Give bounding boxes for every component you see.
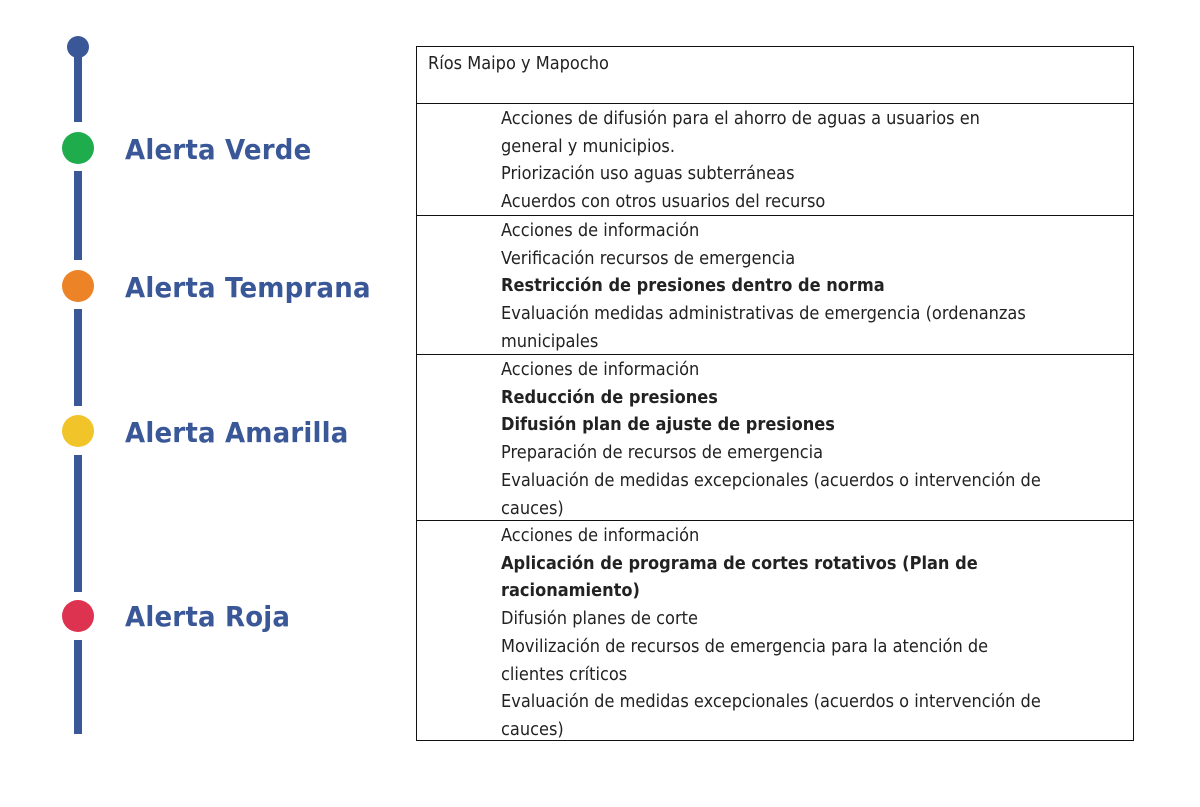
action-item: municipales: [501, 330, 599, 352]
timeline-line-segment: [74, 50, 82, 122]
alert-level-label-roja: Alerta Roja: [125, 600, 291, 633]
yellow-alert-dot-icon: [62, 415, 94, 447]
action-list: [501, 217, 1125, 356]
actions-table: [416, 46, 1134, 741]
action-item-emphasized: Reducción de presiones: [501, 386, 718, 408]
action-item: Acciones de difusión para el ahorro de aguas a usuarios en: [501, 108, 980, 129]
action-item: Movilización de recursos de emergencia para la atención de: [501, 635, 989, 657]
green-alert-dot-icon: [62, 132, 94, 164]
table-row-roja: [417, 520, 1133, 742]
table-row-verde: [417, 103, 1133, 215]
action-item: cauces): [501, 497, 564, 519]
action-item-emphasized: Difusión plan de ajuste de presiones: [501, 414, 835, 436]
action-list: [501, 522, 1125, 744]
action-list: [501, 356, 1125, 522]
action-item: Difusión planes de corte: [501, 608, 698, 630]
action-item: Acciones de información: [501, 525, 700, 546]
action-item: Preparación de recursos de emergencia: [501, 442, 824, 464]
alert-timeline: [0, 0, 410, 807]
alert-level-label-verde: Alerta Verde: [125, 133, 312, 166]
action-item: Verificación recursos de emergencia: [501, 247, 796, 269]
action-item: Evaluación de medidas excepcionales (acuerdos o intervención de: [501, 691, 1041, 713]
red-alert-dot-icon: [62, 600, 94, 632]
table-row-temprana: [417, 215, 1133, 354]
action-item: Acciones de información: [501, 220, 700, 241]
table-header-title: Ríos Maipo y Mapocho: [428, 53, 609, 74]
action-item: clientes críticos: [501, 663, 628, 685]
action-list: [501, 105, 1125, 216]
timeline-line-segment: [74, 640, 82, 734]
action-item: Evaluación medidas administrativas de emergencia (ordenanzas: [501, 303, 1026, 325]
timeline-line-segment: [74, 455, 82, 592]
action-item-emphasized: racionamiento): [501, 580, 640, 602]
timeline-line-segment: [74, 171, 82, 260]
alert-level-label-amarilla: Alerta Amarilla: [125, 416, 349, 449]
table-header-row: [417, 47, 1133, 103]
orange-alert-dot-icon: [62, 270, 94, 302]
action-item: cauces): [501, 718, 564, 740]
alert-level-label-temprana: Alerta Temprana: [125, 271, 371, 304]
action-item-emphasized: Aplicación de programa de cortes rotativos (Plan de: [501, 552, 978, 574]
action-item-emphasized: Restricción de presiones dentro de norma: [501, 275, 885, 297]
table-row-amarilla: [417, 354, 1133, 520]
timeline-line-segment: [74, 309, 82, 406]
action-item: Acuerdos con otros usuarios del recurso: [501, 191, 826, 213]
action-item: Acciones de información: [501, 359, 700, 380]
action-item: Priorización uso aguas subterráneas: [501, 163, 795, 185]
action-item: general y municipios.: [501, 135, 675, 157]
action-item: Evaluación de medidas excepcionales (acuerdos o intervención de: [501, 469, 1041, 491]
